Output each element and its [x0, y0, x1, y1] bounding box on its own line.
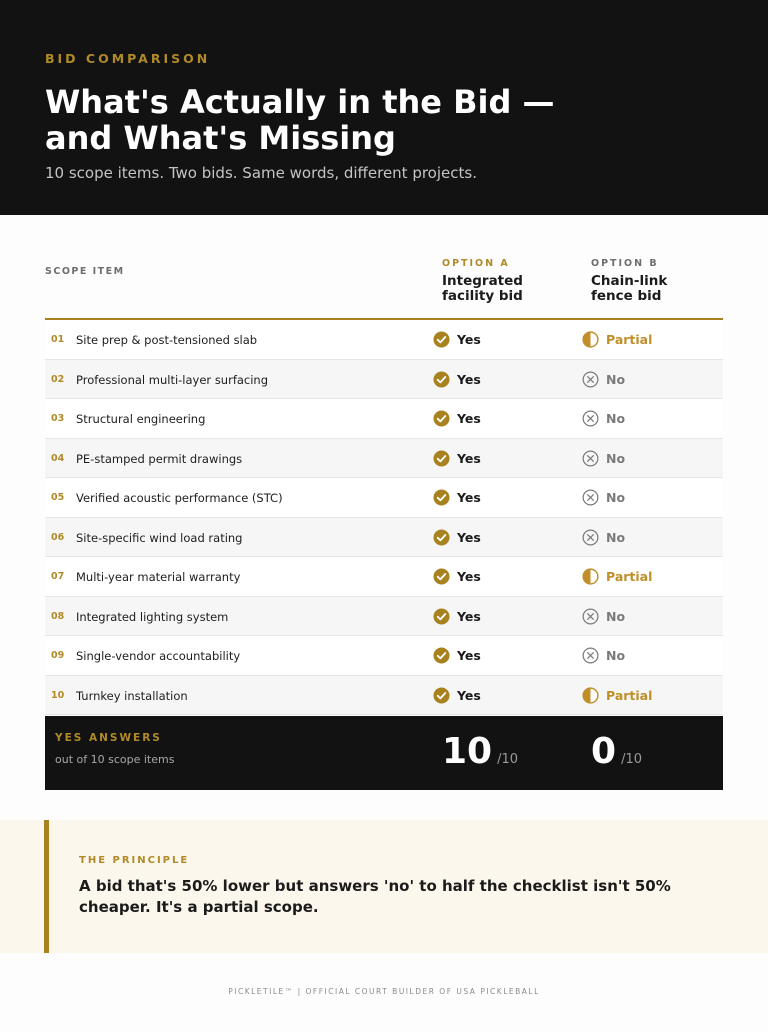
option-b-status	[582, 647, 625, 664]
table-row	[45, 597, 723, 637]
check-circle-icon	[433, 647, 450, 664]
option-b-status	[582, 687, 652, 704]
status-label: No	[606, 529, 626, 545]
principle-callout	[0, 820, 768, 953]
scope-item-label: Turnkey installation	[76, 688, 188, 703]
option-a-score-value: 10	[442, 731, 493, 772]
x-circle-icon	[582, 647, 599, 664]
check-circle-icon	[433, 687, 450, 704]
status-label: Yes	[457, 490, 481, 505]
x-circle-icon	[582, 371, 599, 388]
option-a-status	[433, 331, 481, 348]
status-label: No	[606, 648, 626, 663]
scope-item-label: Professional multi-layer surfacing	[76, 372, 269, 387]
x-circle-icon	[582, 489, 599, 506]
callout-accent-bar	[44, 820, 49, 953]
option-b-status	[582, 529, 625, 546]
row-number: 07	[51, 571, 65, 582]
status-label: No	[606, 608, 626, 624]
page-title: What's Actually in the Bid — and What's Missing	[45, 83, 555, 157]
row-number: 05	[51, 492, 65, 503]
option-b-status	[582, 410, 625, 427]
table-row	[45, 320, 723, 360]
comparison-table	[45, 320, 723, 715]
status-label: Yes	[457, 371, 481, 387]
status-label: Yes	[457, 450, 481, 466]
option-a-label: OPTION A	[442, 258, 510, 269]
status-label: Yes	[457, 648, 481, 663]
scope-item-label: Multi-year material warranty	[76, 570, 241, 584]
option-b-status	[582, 489, 625, 506]
totals-bar	[45, 716, 723, 790]
option-b-status	[582, 608, 625, 625]
option-a-status	[433, 529, 481, 546]
option-b-label: OPTION B	[591, 258, 659, 269]
x-circle-icon	[582, 529, 599, 546]
status-label: No	[606, 411, 626, 426]
scope-item-label: Site-specific wind load rating	[76, 530, 243, 545]
option-a-status	[433, 647, 481, 664]
status-label: Yes	[457, 332, 481, 347]
option-b-name: Chain-link fence bid	[591, 273, 668, 304]
scope-item-label: Verified acoustic performance (STC)	[76, 491, 283, 505]
status-label: No	[606, 371, 626, 387]
status-label: No	[606, 490, 626, 505]
table-row	[45, 557, 723, 597]
check-circle-icon	[433, 410, 450, 427]
option-b-header	[591, 258, 741, 304]
page-subtitle: 10 scope items. Two bids. Same words, different projects.	[45, 164, 477, 182]
option-a-score	[442, 731, 518, 773]
status-label: Partial	[606, 569, 653, 584]
table-row	[45, 399, 723, 439]
scope-item-label: Integrated lighting system	[76, 609, 229, 624]
option-a-status	[433, 687, 481, 704]
scope-item-label: Structural engineering	[76, 412, 206, 426]
x-circle-icon	[582, 608, 599, 625]
check-circle-icon	[433, 331, 450, 348]
option-b-score-value: 0	[591, 731, 617, 772]
principle-text: A bid that's 50% lower but answers 'no' to half the checklist isn't 50% cheaper. It's a partial scope.	[79, 877, 671, 916]
check-circle-icon	[433, 489, 450, 506]
row-number: 04	[51, 452, 65, 464]
table-row	[45, 518, 723, 558]
option-b-status	[582, 371, 625, 388]
option-a-status	[433, 410, 481, 427]
status-label: Yes	[457, 411, 481, 426]
totals-sublabel: out of 10 scope items	[55, 753, 175, 766]
check-circle-icon	[433, 568, 450, 585]
option-b-status	[582, 331, 652, 348]
table-row	[45, 360, 723, 400]
table-row	[45, 478, 723, 518]
option-a-status	[433, 450, 481, 467]
x-circle-icon	[582, 450, 599, 467]
check-circle-icon	[433, 371, 450, 388]
status-label: Yes	[457, 608, 481, 624]
status-label: No	[606, 450, 626, 466]
half-circle-icon	[582, 568, 599, 585]
option-b-status	[582, 568, 652, 585]
hero-header	[0, 0, 768, 215]
scope-column-header: SCOPE ITEM	[45, 266, 125, 277]
scope-item-label: Single-vendor accountability	[76, 649, 241, 663]
half-circle-icon	[582, 687, 599, 704]
eyebrow: BID COMPARISON	[45, 51, 211, 66]
principle-label: THE PRINCIPLE	[79, 855, 190, 866]
option-a-status	[433, 608, 481, 625]
x-circle-icon	[582, 410, 599, 427]
check-circle-icon	[433, 450, 450, 467]
option-a-status	[433, 371, 481, 388]
half-circle-icon	[582, 331, 599, 348]
option-a-score-denominator: /10	[497, 752, 519, 767]
status-label: Yes	[457, 569, 481, 584]
option-b-status	[582, 450, 625, 467]
check-circle-icon	[433, 608, 450, 625]
footer-credit: PICKLETILE™ | OFFICIAL COURT BUILDER OF USA PICKLEBALL	[228, 987, 540, 996]
row-number: 09	[51, 650, 65, 661]
check-circle-icon	[433, 529, 450, 546]
option-a-name: Integrated facility bid	[442, 273, 523, 304]
status-label: Partial	[606, 332, 653, 347]
status-label: Yes	[457, 687, 481, 703]
status-label: Partial	[606, 687, 653, 703]
table-row	[45, 676, 723, 716]
scope-item-label: PE-stamped permit drawings	[76, 451, 243, 466]
table-row	[45, 439, 723, 479]
option-a-status	[433, 568, 481, 585]
option-b-score-denominator: /10	[621, 752, 642, 767]
option-a-status	[433, 489, 481, 506]
totals-label: YES ANSWERS	[55, 732, 162, 744]
status-label: Yes	[457, 529, 481, 545]
option-b-score	[591, 731, 642, 773]
row-number: 01	[51, 334, 65, 345]
row-number: 02	[51, 373, 65, 385]
row-number: 06	[51, 531, 65, 543]
row-number: 08	[51, 610, 65, 622]
scope-item-label: Site prep & post-tensioned slab	[76, 333, 258, 347]
row-number: 10	[51, 689, 65, 701]
table-row	[45, 636, 723, 676]
option-a-header	[442, 258, 592, 304]
row-number: 03	[51, 413, 65, 424]
